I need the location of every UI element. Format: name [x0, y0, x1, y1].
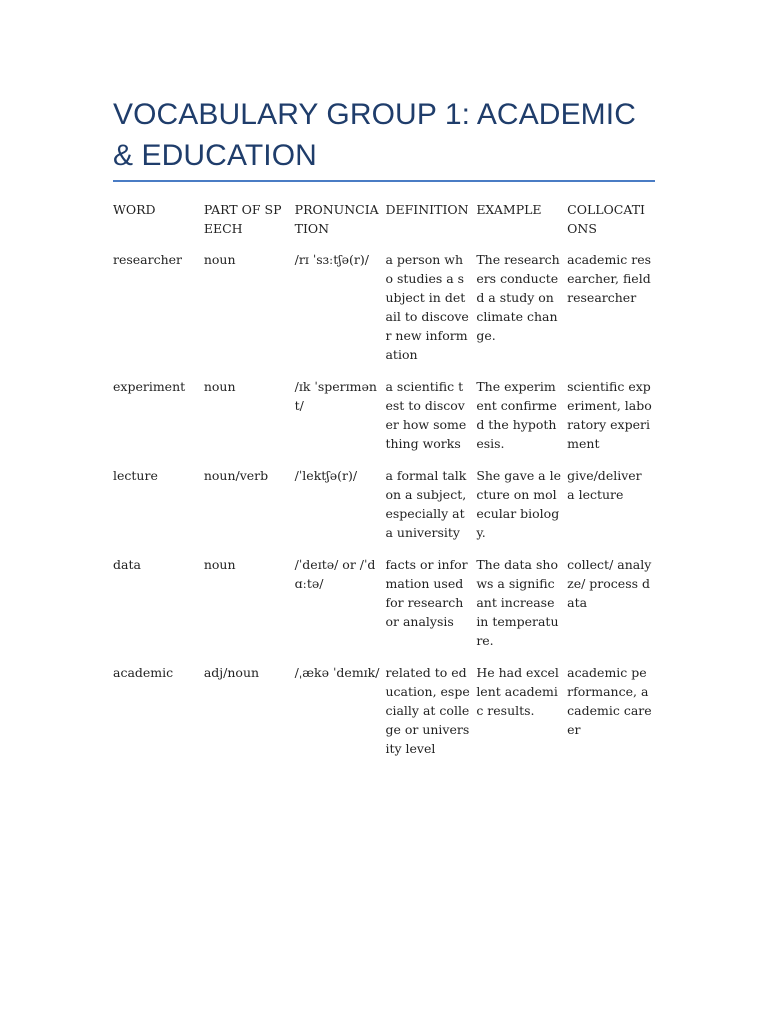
cell-definition: a formal talk on a subject, especially at a university — [385, 468, 467, 540]
cell-word: data — [113, 557, 141, 572]
header-word: WORD — [113, 202, 156, 217]
cell-example: The researchers conducted a study on climate change. — [476, 252, 560, 343]
table-row — [113, 663, 658, 771]
cell-part-of-speech: noun — [203, 252, 236, 267]
cell-definition: a person who studies a subject in detail to discover new information — [385, 252, 469, 362]
cell-word: lecture — [113, 468, 158, 483]
cell-pronunciation: /rɪ ˈsɜːtʃə(r)/ — [294, 252, 369, 267]
table-row — [113, 555, 658, 663]
cell-definition: facts or information used for research or analysis — [385, 557, 468, 629]
header-collocations: COLLOCATIONS — [567, 202, 645, 236]
cell-collocations: academic performance, academic career — [567, 665, 652, 737]
cell-collocations: academic researcher, field researcher — [567, 252, 652, 305]
cell-definition: a scientific test to discover how something works — [385, 379, 467, 451]
table-row — [113, 377, 658, 466]
cell-word: experiment — [113, 379, 186, 394]
table-header-row — [113, 200, 658, 250]
cell-part-of-speech: noun — [203, 379, 236, 394]
header-pronunciation: PRONUNCIATION — [294, 202, 379, 236]
cell-example: The data shows a significant increase in temperature. — [476, 557, 559, 648]
title-divider — [113, 180, 655, 182]
cell-example: The experiment confirmed the hypothesis. — [476, 379, 557, 451]
cell-pronunciation: /ˌækə ˈdemɪk/ — [294, 665, 380, 680]
header-definition: DEFINITION — [385, 202, 469, 217]
cell-pronunciation: /ɪk ˈsperɪmənt/ — [294, 379, 377, 413]
page-title: VOCABULARY GROUP 1: ACADEMIC & EDUCATION — [113, 98, 636, 172]
vocabulary-table — [113, 200, 658, 771]
table-row — [113, 466, 658, 555]
cell-part-of-speech: adj/noun — [203, 665, 260, 680]
cell-part-of-speech: noun/verb — [203, 468, 269, 483]
cell-part-of-speech: noun — [203, 557, 236, 572]
cell-collocations: collect/ analyze/ process data — [567, 557, 652, 610]
cell-collocations: scientific experiment, laboratory experiment — [567, 379, 652, 451]
cell-collocations: give/deliver a lecture — [567, 468, 642, 502]
cell-example: She gave a lecture on molecular biology. — [476, 468, 562, 540]
cell-definition: related to education, especially at college or university level — [385, 665, 470, 756]
cell-word: academic — [113, 665, 174, 680]
cell-pronunciation: /ˈdeɪtə/ or /ˈdɑːtə/ — [294, 557, 376, 591]
cell-pronunciation: /ˈlektʃə(r)/ — [294, 468, 358, 483]
header-example: EXAMPLE — [476, 202, 542, 217]
table-row — [113, 250, 658, 377]
cell-example: He had excellent academic results. — [476, 665, 559, 718]
header-part-of-speech: PART OF SPEECH — [203, 202, 282, 236]
cell-word: researcher — [113, 252, 183, 267]
